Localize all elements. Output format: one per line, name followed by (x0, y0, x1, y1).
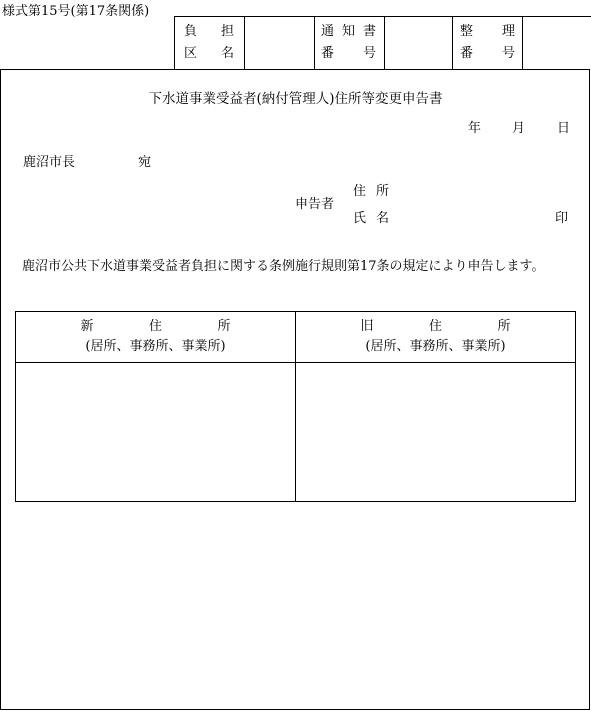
new-address-subtitle: (居所、事務所、事業所) (85, 339, 226, 354)
applicant-name-label: 氏名 (353, 211, 400, 226)
tsuchisho-label-cell (314, 16, 384, 69)
applicant-address-label: 住所 (353, 184, 400, 199)
date-month-label: 月 (512, 121, 526, 136)
seiri-label-line1: 整 理 (460, 24, 515, 39)
tsuchisho-label-line1: 通知書 (321, 24, 376, 39)
futan-label-cell (174, 16, 244, 69)
old-address-header (296, 317, 575, 357)
date-day-label: 日 (557, 121, 571, 136)
futan-label-line2: 区 名 (184, 46, 234, 61)
declaration-text: 鹿沼市公共下水道事業受益者負担に関する条例施行規則第17条の規定により申告します。 (22, 259, 545, 274)
address-table (15, 311, 576, 502)
addressee-suffix: 宛 (138, 155, 152, 170)
tsuchisho-label-line2: 番 号 (321, 46, 376, 61)
futan-value-cell[interactable] (244, 16, 314, 69)
seiri-label-cell (452, 16, 522, 69)
tsuchisho-value-cell[interactable] (384, 16, 452, 69)
old-address-field[interactable] (296, 363, 575, 501)
applicant-label: 申告者 (295, 197, 335, 212)
form-number: 様式第15号(第17条関係) (2, 4, 150, 19)
new-address-title: 新住所 (80, 319, 231, 334)
form-title: 下水道事業受益者(納付管理人)住所等変更申告書 (148, 91, 443, 107)
futan-label-line1: 負 担 (184, 24, 234, 39)
seiri-value-cell[interactable] (522, 16, 591, 69)
old-address-subtitle: (居所、事務所、事業所) (365, 339, 506, 354)
date-year-label: 年 (468, 121, 482, 136)
new-address-field[interactable] (16, 363, 295, 501)
new-address-header (16, 317, 295, 357)
addressee-mayor: 鹿沼市長 (23, 155, 76, 170)
seal-mark: 印 (555, 211, 569, 226)
seiri-label-line2: 番 号 (460, 46, 515, 61)
old-address-title: 旧住所 (360, 319, 511, 334)
